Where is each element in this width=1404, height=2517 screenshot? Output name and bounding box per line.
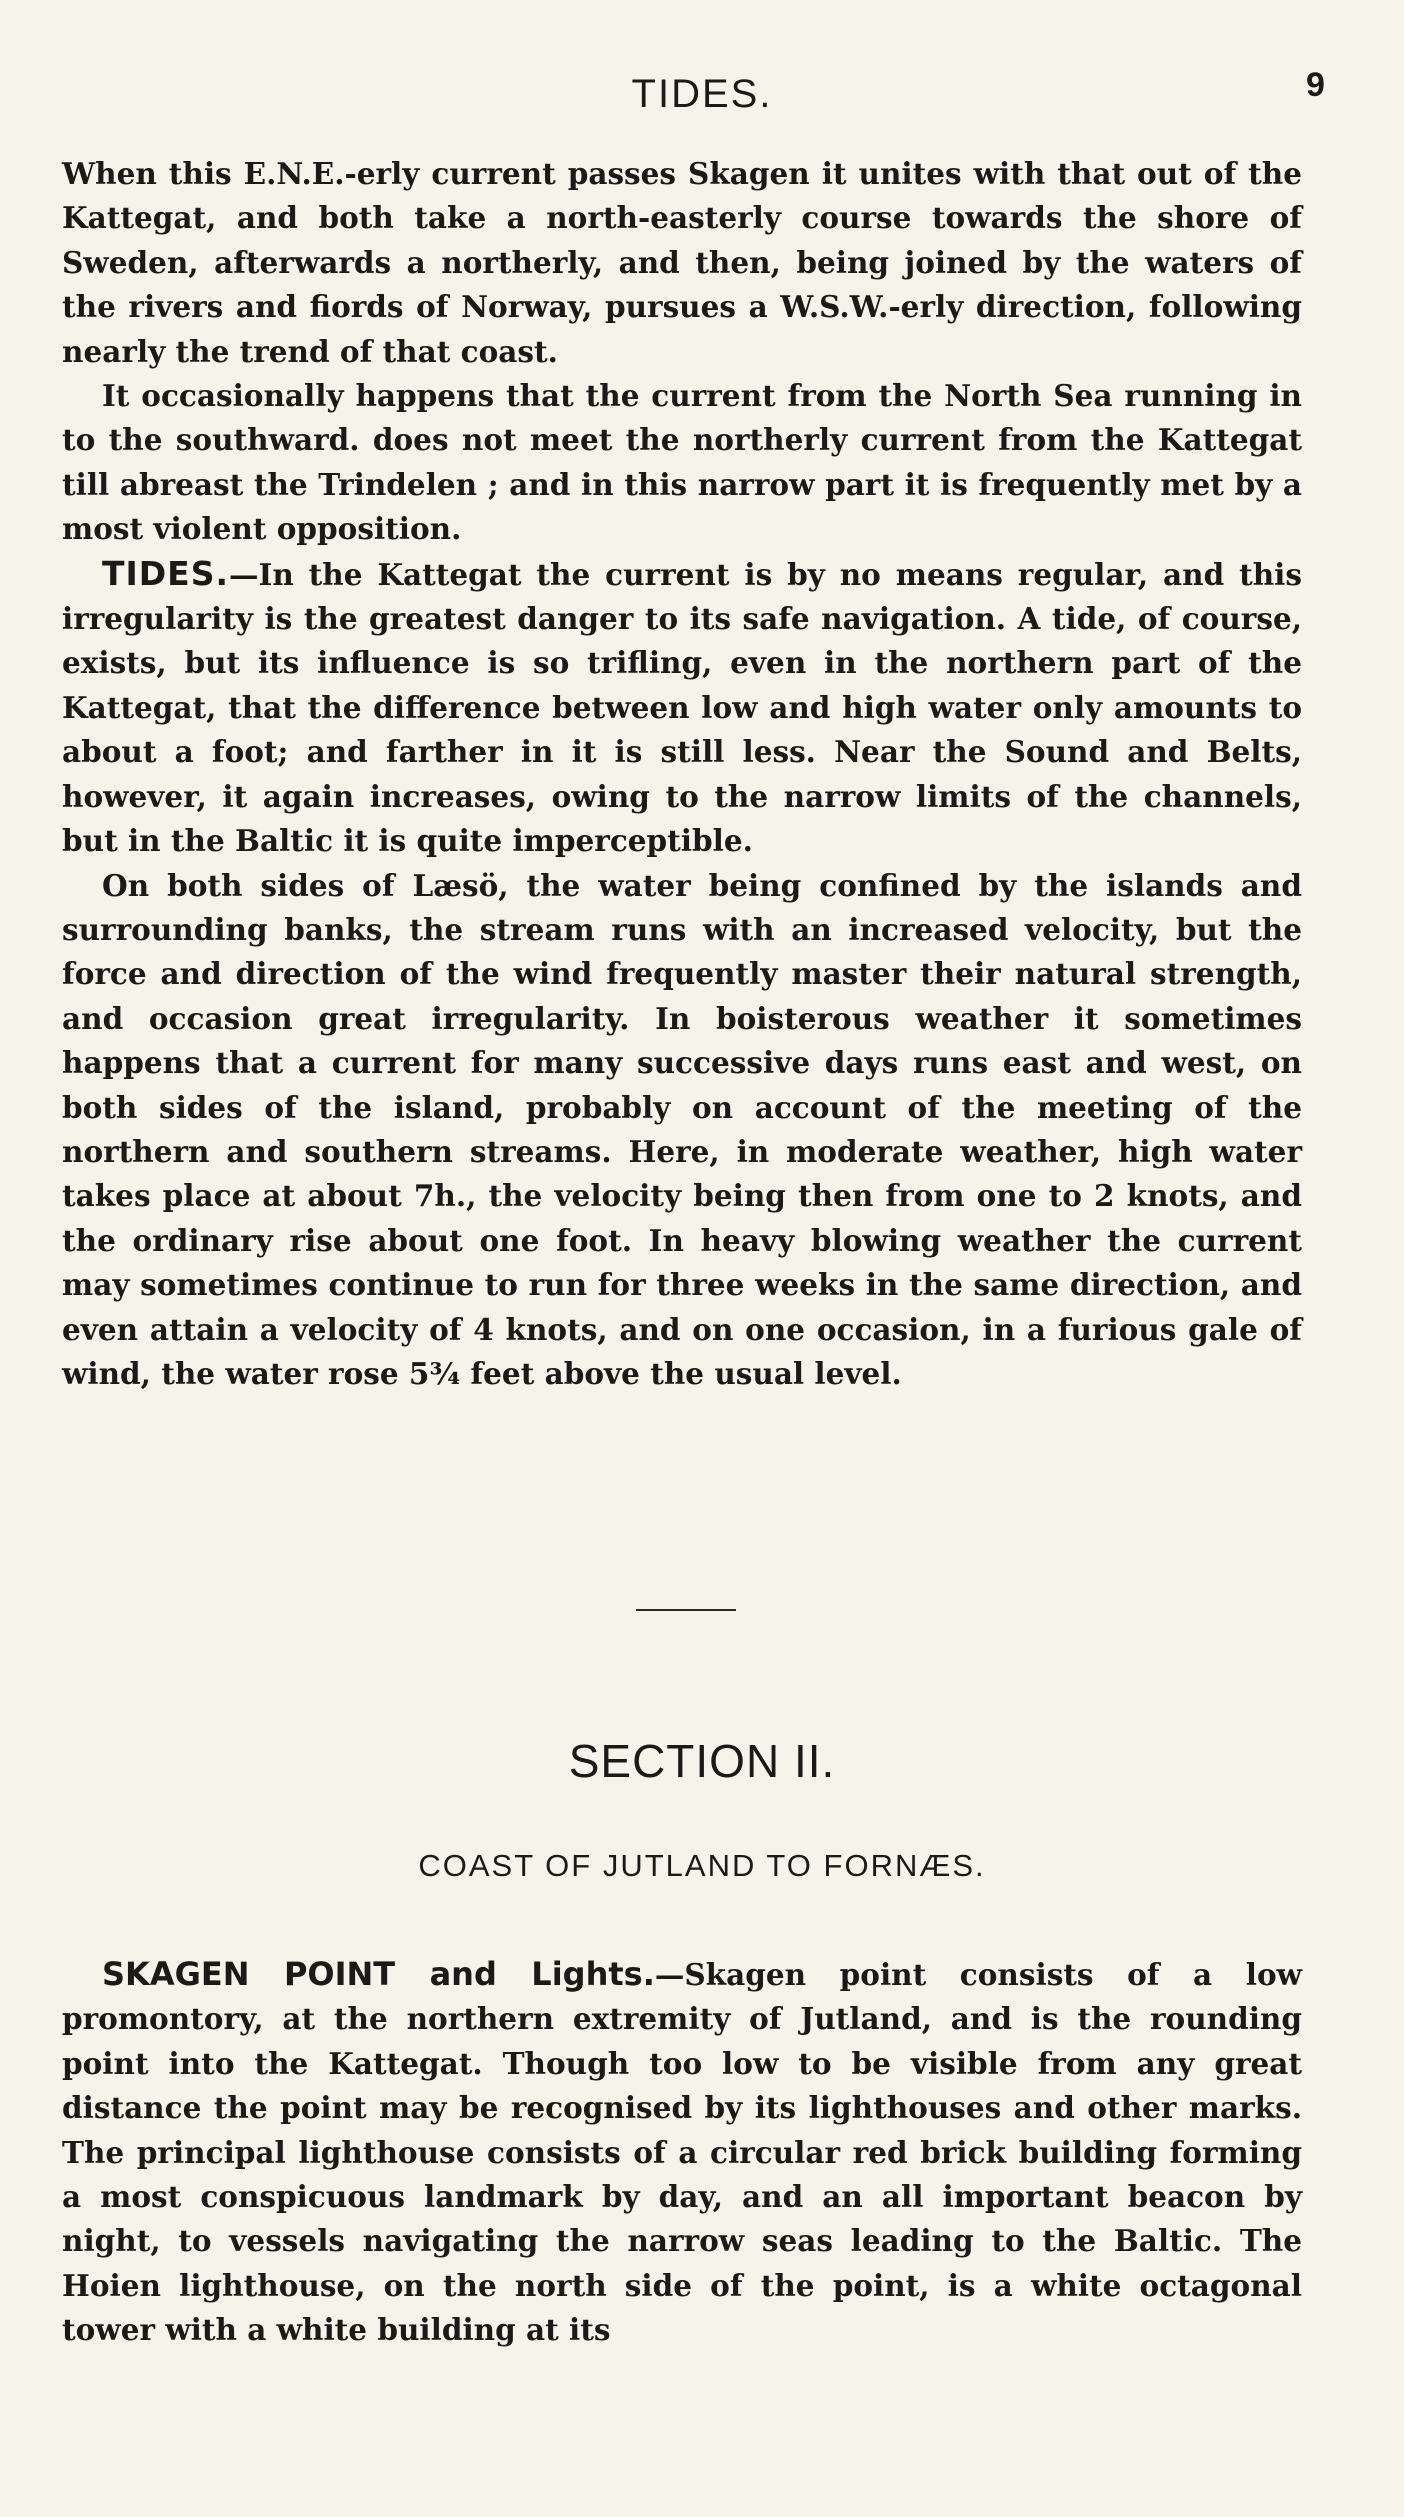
sidehead-tides: TIDES. [102, 553, 230, 593]
paragraph-tides-text: —In the Kattegat the current is by no means regular, and this irregularity is the greatest danger to its safe navigation. A tide, of course, exists, but its influence is so trifling, even in the northern part of the Kattegat, that the difference between low and high water only amounts to about a foot; and farther in it is still less. Near the Sound and Belts, however, it again increases, owing to the narrow limits of the channels, but in the Baltic it is quite imperceptible. [62, 556, 1302, 859]
sidehead-skagen-point: SKAGEN POINT and Lights. [102, 1955, 655, 1993]
paragraph-skagen-point [62, 1952, 1302, 2353]
section-title: SECTION II. [568, 1735, 836, 1787]
paragraph-current-skagen: When this E.N.E.-erly current passes Skagen it unites with that out of the Kattegat, and both take a north-easterly course towards the shore of Sweden, afterwards a northerly, and then, being joined by the waters of the rivers and fiords of Norway, pursues a W.S.W.-erly direction, following nearly the trend of that coast. [62, 156, 1302, 369]
tides-text-block [62, 152, 1302, 1396]
running-head: TIDES. [631, 72, 773, 116]
paragraph-laeso: On both sides of Læsö, the water being confined by the islands and surrounding banks, the stream runs with an increased velocity, but the force and direction of the wind frequently master their natural strength, and occasion great irregularity. In boisterous weather it sometimes happens that a current for many successive days runs east and west, on both sides of the island, probably on account of the meeting of the northern and southern streams. Here, in moderate weather, high water takes place at about 7h., the velocity being then from one to 2 knots, and the ordinary rise about one foot. In heavy blowing weather the current may sometimes continue to run for three weeks in the same direction, and even attain a velocity of 4 knots, and on one occasion, in a furious gale of wind, the water rose 5¾ feet above the usual level. [62, 867, 1302, 1391]
section-divider [636, 1609, 736, 1611]
skagen-text-block [62, 1952, 1302, 2353]
page-number: 9 [1306, 66, 1325, 104]
paragraph-tides [62, 552, 1302, 864]
paragraph-trindelen: It occasionally happens that the current from the North Sea running in to the southward. does not meet the northerly current from the Kattegat till abreast the Trindelen ; and in this narrow part it is frequently met by a most violent opposition. [62, 378, 1302, 547]
section-subtitle: COAST OF JUTLAND TO FORNÆS. [418, 1848, 986, 1883]
paragraph-skagen-text: —Skagen point consists of a low promontory, at the northern extremity of Jutland, and is the rounding point into the Kattegat. Though too low to be visible from any great distance the point may be recognised by its lighthouses and other marks. The principal lighthouse consists of a circular red brick building forming a most conspicuous landmark by day, and an all important beacon by night, to vessels navigating the narrow seas leading to the Baltic. The Hoien lighthouse, on the north side of the point, is a white octagonal tower with a white building at its [62, 1957, 1303, 2348]
